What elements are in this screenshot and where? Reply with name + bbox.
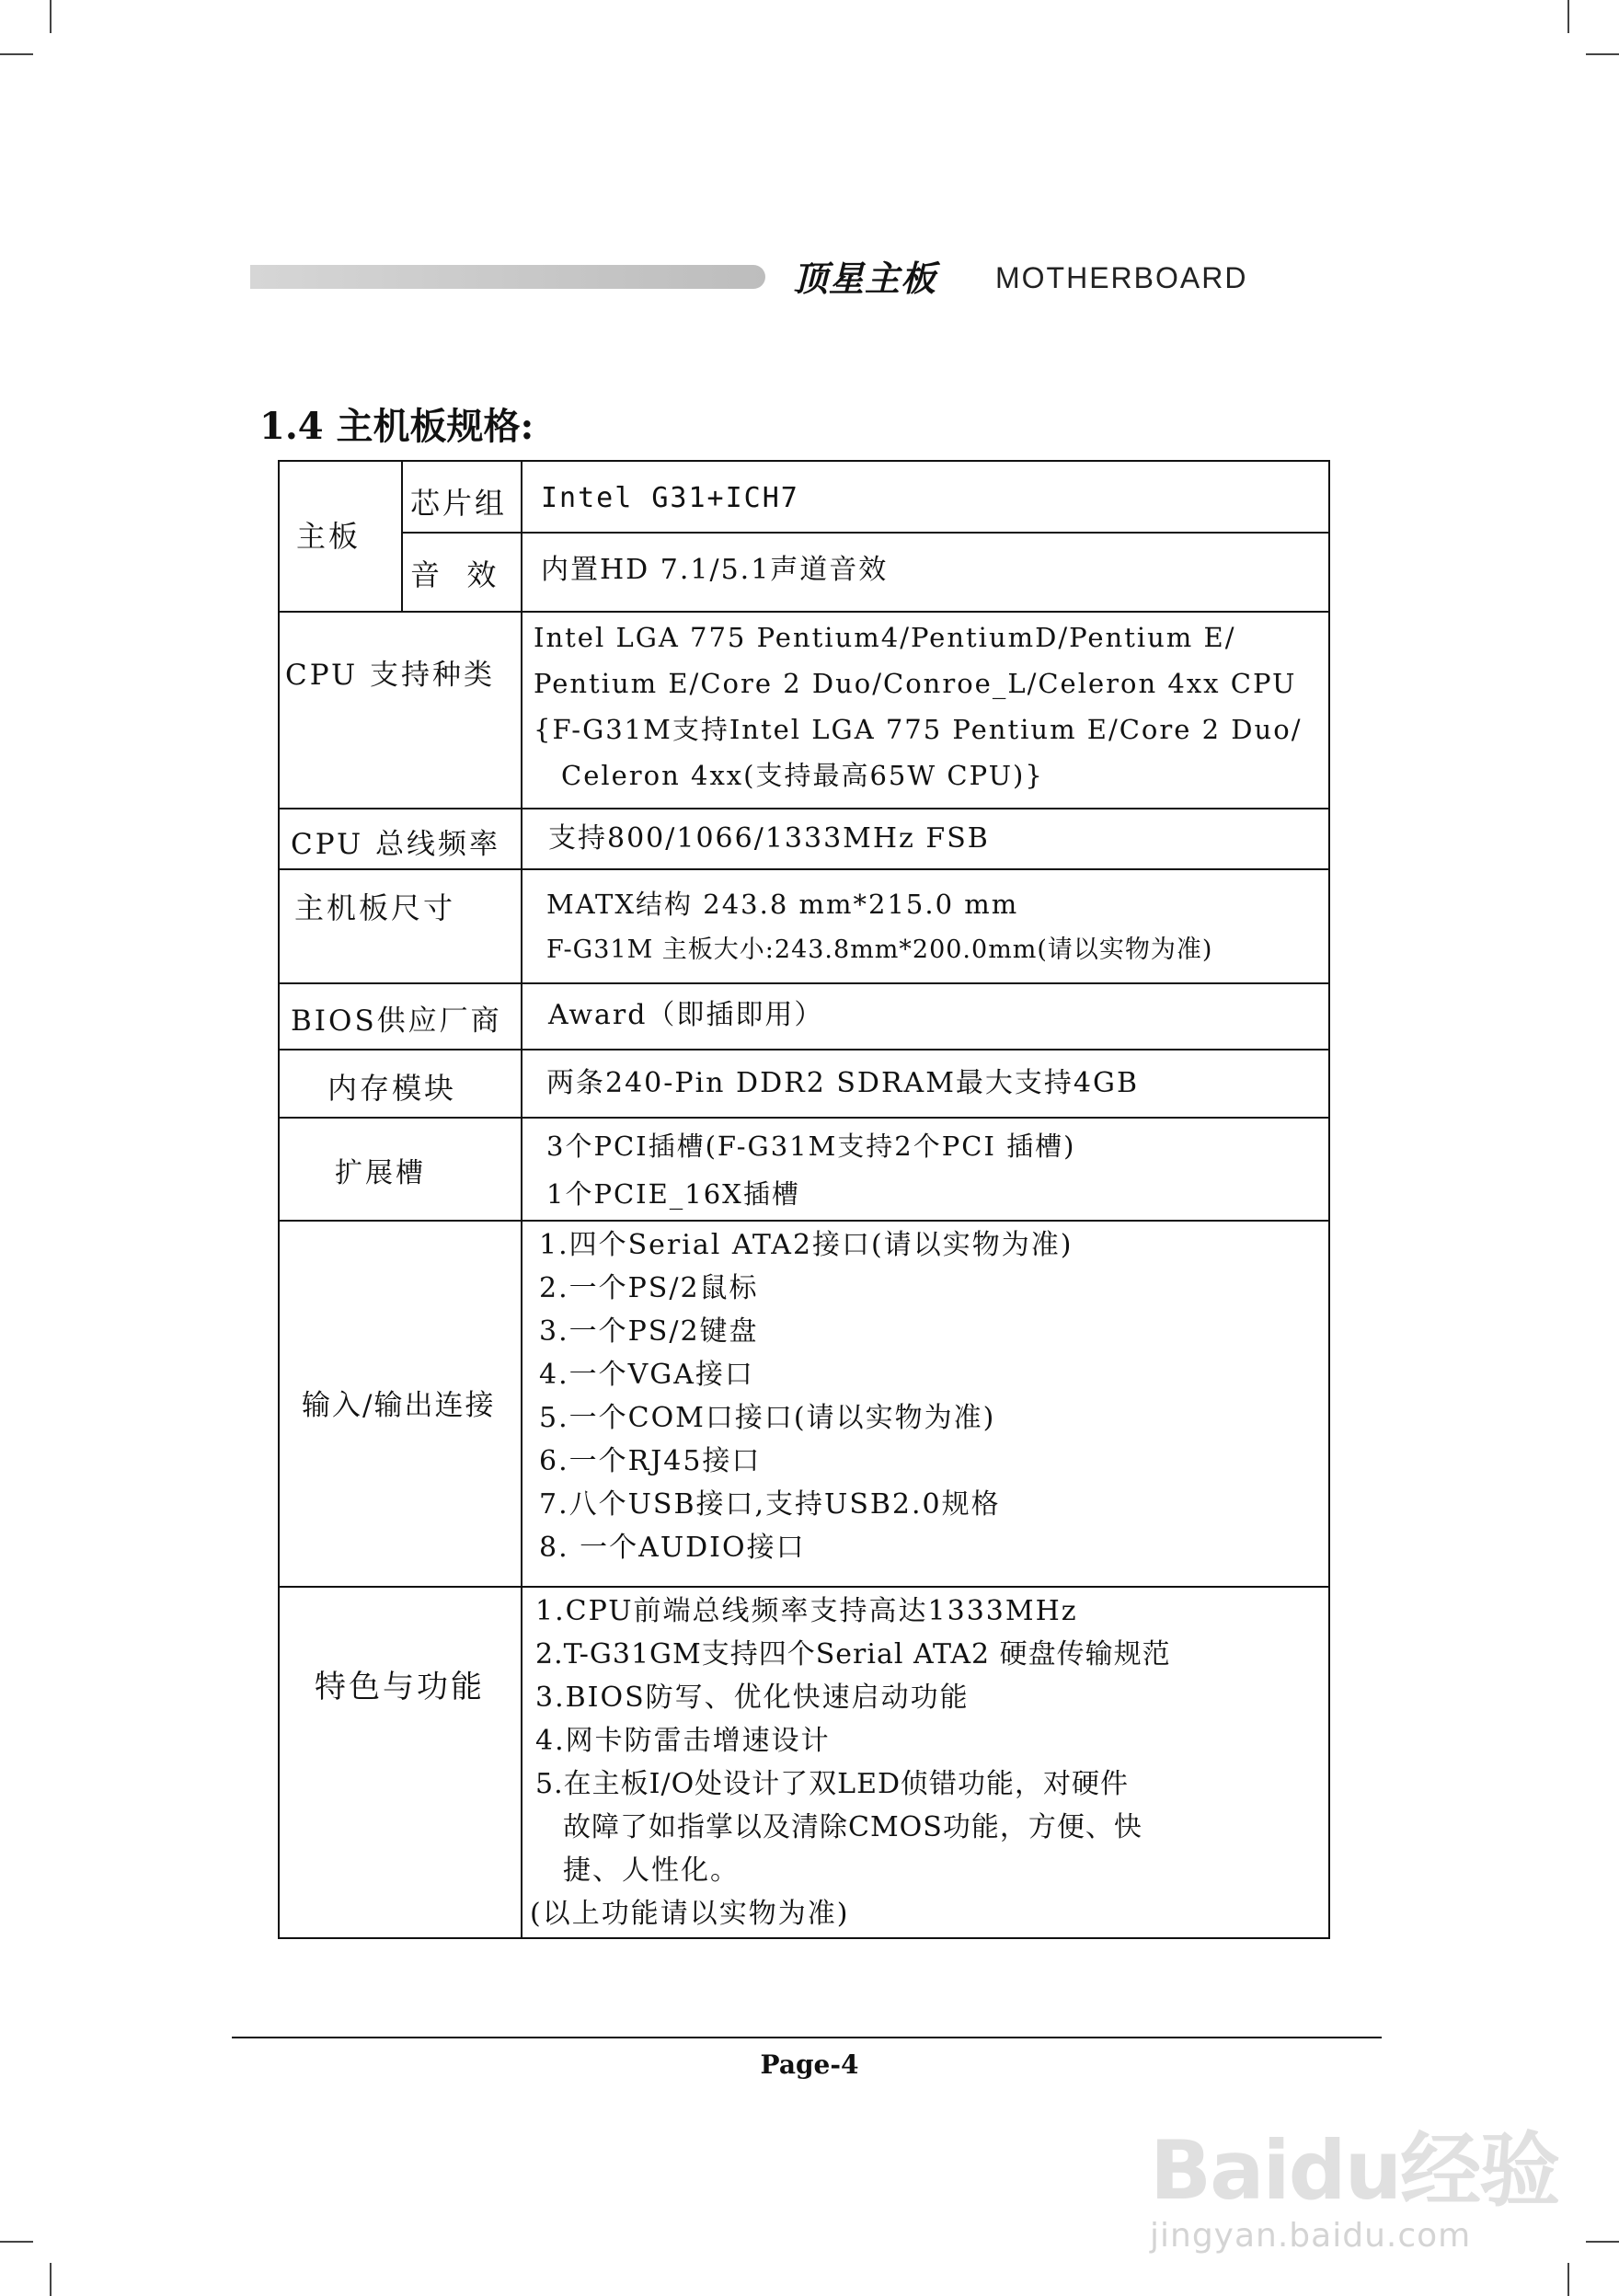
- section-title: 1.4 主机板规格:: [259, 405, 534, 448]
- header-bar: [250, 265, 765, 289]
- io-line: 1.四个Serial ATA2接口(请以实物为准): [539, 1229, 1074, 1261]
- cpu-line: Intel LGA 775 Pentium4/PentiumD/Pentium E/: [534, 622, 1236, 653]
- io-line: 3.一个PS/2键盘: [539, 1315, 759, 1348]
- bios-vendor-value: Award（即插即用）: [548, 999, 824, 1031]
- crop-mark: [1586, 2241, 1619, 2243]
- spec-table: [278, 460, 1330, 1939]
- brand-subtitle: MOTHERBOARD: [995, 261, 1248, 294]
- cpu-support-label: CPU 支持种类: [285, 659, 496, 692]
- io-line: 7.八个USB接口,支持USB2.0规格: [539, 1488, 1001, 1521]
- col-divider: [401, 462, 403, 611]
- watermark-logo: Baidu经验: [1150, 2123, 1559, 2218]
- fsb-label: CPU 总线频率: [291, 828, 501, 861]
- board-size-value: [546, 881, 1212, 973]
- io-line: 4.一个VGA接口: [539, 1359, 754, 1391]
- io-line: 5.一个COM口接口(请以实物为准): [539, 1402, 996, 1434]
- row-divider: [280, 1586, 1330, 1588]
- feature-line: 4.网卡防雷击增速设计: [535, 1725, 831, 1757]
- feature-line: 故障了如指掌以及清除CMOS功能，方便、快: [563, 1811, 1142, 1843]
- io-line: 6.一个RJ45接口: [539, 1445, 762, 1477]
- watermark-url: jingyan.baidu.com: [1150, 2217, 1472, 2255]
- memory-label: 内存模块: [327, 1071, 457, 1106]
- memory-value: 两条240-Pin DDR2 SDRAM最大支持4GB: [546, 1067, 1140, 1099]
- size-line: F-G31M 主板大小:243.8mm*200.0mm(请以实物为准): [546, 936, 1213, 964]
- brand-logo: 顶星主板: [793, 258, 937, 299]
- io-connectors-label: 输入/输出连接: [302, 1389, 496, 1422]
- io-line: 8. 一个AUDIO接口: [539, 1532, 806, 1564]
- features-value: [530, 1590, 1171, 1935]
- chipset-value: Intel G31+ICH7: [541, 482, 799, 514]
- expansion-slots-value: [546, 1122, 1075, 1218]
- feature-line: 1.CPU前端总线频率支持高达1333MHz: [535, 1595, 1078, 1627]
- io-line: 2.一个PS/2鼠标: [539, 1272, 759, 1304]
- bios-vendor-label: BIOS供应厂商: [291, 1004, 502, 1038]
- col-divider: [521, 462, 522, 1939]
- slot-line: 3个PCI插槽(F-G31M支持2个PCI 插槽): [546, 1131, 1076, 1162]
- cpu-line: Pentium E/Core 2 Duo/Conroe_L/Celeron 4xx CPU: [534, 668, 1297, 699]
- crop-mark: [50, 2263, 52, 2296]
- watermark: [1150, 2107, 1558, 2255]
- row-divider: [280, 982, 1330, 984]
- feature-line: 2.T-G31GM支持四个Serial ATA2 硬盘传输规范: [535, 1638, 1171, 1670]
- feature-line: 5.在主板I/O处设计了双LED侦错功能，对硬件: [535, 1768, 1130, 1800]
- io-connectors-value: [539, 1223, 1073, 1569]
- crop-mark: [0, 2241, 33, 2243]
- feature-line: 3.BIOS防写、优化快速启动功能: [535, 1682, 970, 1714]
- audio-value: 内置HD 7.1/5.1声道音效: [541, 554, 889, 586]
- row-divider: [280, 1049, 1330, 1050]
- slot-line: 1个PCIE_16X插槽: [546, 1178, 800, 1210]
- cpu-line: {F-G31M支持Intel LGA 775 Pentium E/Core 2 Duo/: [534, 714, 1303, 745]
- row-divider: [280, 868, 1330, 870]
- page-number: Page-4: [760, 2049, 859, 2080]
- crop-mark: [1567, 0, 1569, 33]
- features-label: 特色与功能: [315, 1669, 485, 1705]
- feature-line: (以上功能请以实物为准): [530, 1898, 850, 1930]
- chipset-label: 芯片组: [410, 486, 508, 521]
- feature-line: 捷、人性化。: [563, 1854, 740, 1887]
- cpu-support-value: [534, 614, 1302, 798]
- crop-mark: [1567, 2263, 1569, 2296]
- row-divider: [280, 808, 1330, 809]
- board-size-label: 主机板尺寸: [294, 890, 456, 925]
- footer-divider: [232, 2037, 1382, 2038]
- crop-mark: [1586, 53, 1619, 55]
- row-divider: [280, 611, 1330, 613]
- size-line: MATX结构 243.8 mm*215.0 mm: [546, 889, 1019, 920]
- row-divider: [403, 532, 1330, 534]
- expansion-slots-label: 扩展槽: [335, 1157, 426, 1189]
- crop-mark: [50, 0, 52, 33]
- cpu-line: Celeron 4xx(支持最高65W CPU)}: [561, 760, 1044, 791]
- crop-mark: [0, 53, 33, 55]
- audio-label: 音 效: [410, 557, 499, 592]
- row-divider: [280, 1117, 1330, 1119]
- fsb-value: 支持800/1066/1333MHz FSB: [548, 822, 990, 855]
- row-divider: [280, 1220, 1330, 1222]
- mainboard-label: 主板: [296, 519, 362, 554]
